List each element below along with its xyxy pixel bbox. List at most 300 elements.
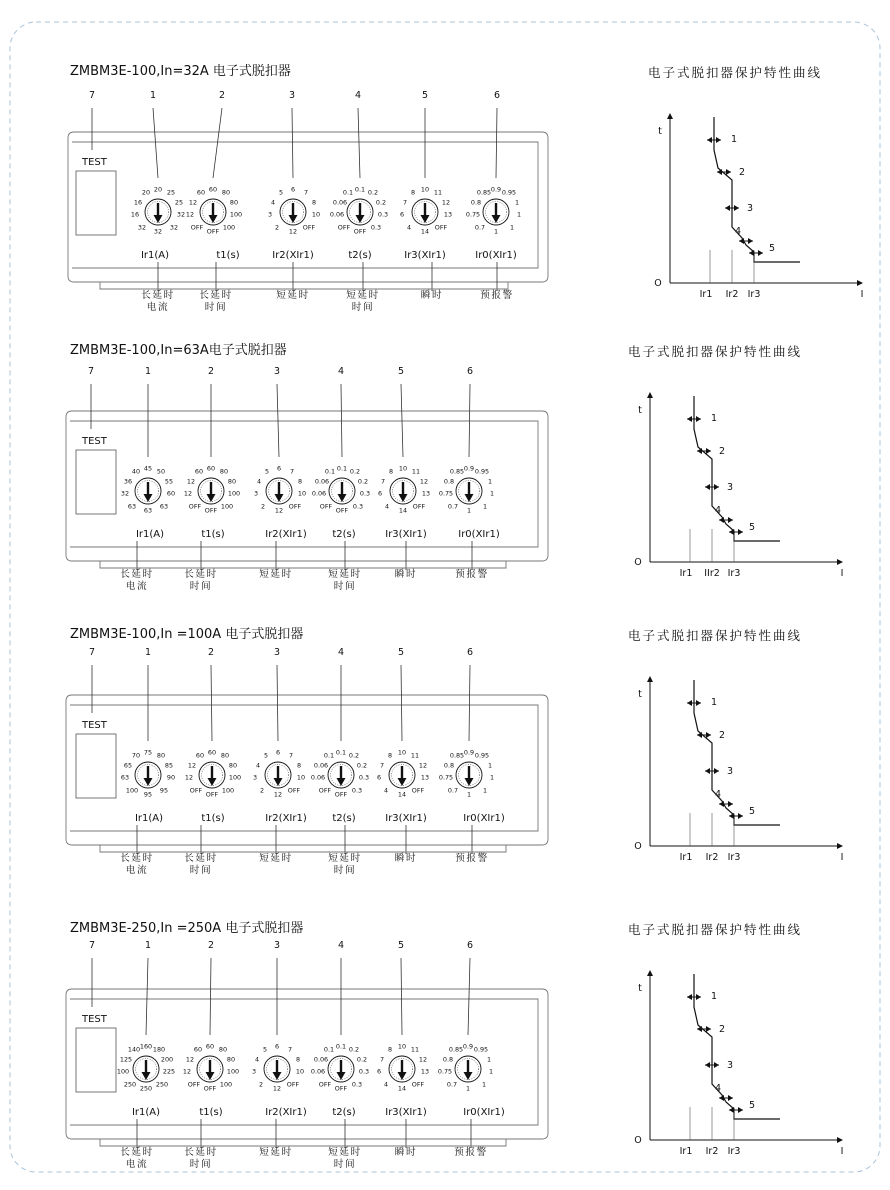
function-label: 预报警 [480, 290, 514, 301]
function-label: 瞬时 [394, 569, 418, 580]
function-label: 长延时 [120, 1147, 154, 1158]
dial-scale-value: 0.2 [348, 751, 360, 760]
panel-title: ZMBM3E-100,In=63A电子式脱扣器 [70, 343, 287, 358]
dial-scale-value: 14 [420, 227, 430, 236]
dial-scale-value: 0.1 [342, 188, 354, 197]
dial-scale-value: 1 [493, 227, 499, 236]
dial-scale-value: 10 [398, 464, 408, 473]
dial-scale-value: OFF [334, 1084, 348, 1093]
dial-label: t2(s) [332, 813, 356, 824]
dial-scale-value: 60 [195, 751, 205, 760]
dial-scale-value: 6 [377, 489, 383, 498]
dial-scale-value: 0.1 [324, 467, 336, 476]
dial-scale-value: 1 [487, 477, 493, 486]
dial-scale-value: 4 [383, 786, 389, 795]
dial-scale-value: 0.2 [367, 188, 379, 197]
dial-scale-value: OFF [353, 227, 367, 236]
dial-scale-value: 1 [486, 1055, 492, 1064]
dial-6 [466, 108, 521, 301]
dial-scale-value: 0.2 [375, 198, 387, 207]
panel-title: ZMBM3E-100,In =100A 电子式脱扣器 [70, 627, 304, 642]
dial-scale-value: 7 [379, 1055, 385, 1064]
dial-scale-value: 63 [159, 502, 169, 511]
dial-scale-value: 80 [228, 761, 238, 770]
function-label: 电流 [146, 302, 170, 313]
module-number: 7 [87, 366, 95, 377]
module-number: 3 [273, 366, 281, 377]
dial-1 [117, 958, 175, 1170]
dial-scale-value: 32 [153, 227, 163, 236]
dial-scale-value: 0.1 [336, 464, 348, 473]
dial-scale-value: 7 [380, 477, 386, 486]
dial-scale-value: 12 [418, 1055, 428, 1064]
dial-scale-value: 2 [259, 786, 265, 795]
dial-scale-value: 2 [260, 502, 266, 511]
dial-scale-value: 1 [514, 198, 520, 207]
function-label: 时间 [351, 302, 375, 313]
dial-scale-value: 14 [397, 790, 407, 799]
dial-label: Ir1(A) [135, 529, 165, 540]
dial-scale-value: 225 [162, 1067, 176, 1076]
curve-marker-label: 2 [718, 730, 726, 741]
dial-scale-value: OFF [318, 1080, 332, 1089]
dial-scale-value: 0.75 [437, 1067, 453, 1076]
curve-tick-label: Ir2 [725, 289, 739, 300]
dial-scale-value: 0.06 [310, 1067, 326, 1076]
dial-scale-value: 12 [272, 1084, 282, 1093]
dial-label: t2(s) [348, 250, 372, 261]
module-number: 5 [421, 90, 429, 101]
dial-scale-value: 85 [164, 761, 174, 770]
dial-scale-value: 32 [120, 489, 130, 498]
dial-scale-value: 6 [275, 748, 281, 757]
curve-marker-label: 5 [768, 243, 776, 254]
curve-title: 电子式脱扣器保护特性曲线 [627, 344, 803, 359]
dial-scale-value: 20 [141, 188, 151, 197]
dial-scale-value: 0.7 [474, 223, 486, 232]
curve-tick-label: Ir1 [679, 568, 693, 579]
dial-scale-value: 0.8 [443, 761, 455, 770]
dial-label: Ir1(A) [140, 250, 170, 261]
panel-title: ZMBM3E-100,In=32A 电子式脱扣器 [70, 64, 291, 79]
leader-line [210, 958, 211, 1035]
dial-label: Ir3(XIr1) [385, 1107, 427, 1118]
function-label: 瞬时 [394, 1147, 418, 1158]
dial-scale-value: 0.3 [377, 210, 389, 219]
dial-scale-value: 13 [420, 773, 430, 782]
function-label: 预报警 [455, 569, 489, 580]
dial-scale-value: 16 [133, 198, 143, 207]
dial-scale-value: 0.06 [311, 489, 327, 498]
dial-scale-value: 100 [220, 502, 234, 511]
dial-scale-value: 4 [383, 1080, 389, 1089]
function-label: 短延时 [259, 569, 293, 580]
dial-scale-value: 7 [289, 467, 295, 476]
dial-scale-value: 100 [221, 786, 235, 795]
dial-scale-value: 180 [152, 1045, 166, 1054]
dial-scale-value: 3 [252, 773, 258, 782]
i-axis-label: I [860, 289, 864, 300]
dial-scale-value: 95 [159, 786, 169, 795]
dial-scale-value: 8 [311, 198, 317, 207]
origin-label: O [634, 841, 642, 852]
dial-scale-value: OFF [319, 502, 333, 511]
dial-scale-value: 60 [196, 188, 206, 197]
dial-2 [184, 665, 241, 876]
dial-scale-value: 45 [143, 464, 153, 473]
dial-scale-value: 40 [131, 467, 141, 476]
panel-1 [68, 63, 863, 313]
test-button [76, 734, 116, 798]
curve-marker-label: 3 [726, 1060, 734, 1071]
frame-bracket [100, 282, 508, 289]
leader-line [496, 108, 497, 178]
dial-scale-value: OFF [334, 790, 348, 799]
dial-scale-value: 0.2 [356, 761, 368, 770]
dial-scale-value: 6 [376, 1067, 382, 1076]
dial-scale-value: 12 [288, 227, 298, 236]
dial-scale-value: 1 [487, 761, 493, 770]
module-number: 2 [207, 940, 215, 951]
dial-scale-value: 0.3 [358, 773, 370, 782]
dial-scale-value: 60 [206, 464, 216, 473]
dial-scale-value: 100 [125, 786, 139, 795]
dial-scale-value: 8 [387, 751, 393, 760]
dial-scale-value: 7 [303, 188, 309, 197]
test-button [76, 1028, 116, 1092]
dial-scale-value: 8 [295, 1055, 301, 1064]
dial-scale-value: 10 [397, 1042, 407, 1051]
dial-scale-value: 0.3 [351, 786, 363, 795]
dial-5 [378, 384, 430, 580]
dial-scale-value: 100 [222, 223, 236, 232]
function-label: 长延时 [184, 569, 218, 580]
dial-scale-value: 16 [130, 210, 140, 219]
dial-label: Ir2(XIr1) [265, 529, 307, 540]
dial-scale-value: 8 [296, 761, 302, 770]
leader-line [213, 108, 222, 178]
dial-scale-value: 0.9 [463, 464, 475, 473]
dial-scale-value: 3 [253, 489, 259, 498]
function-label: 短延时 [328, 1147, 362, 1158]
function-label: 长延时 [120, 569, 154, 580]
module-number: 1 [144, 366, 152, 377]
module-number: 5 [397, 366, 405, 377]
leader-line [292, 108, 293, 178]
dial-scale-value: 0.1 [323, 751, 335, 760]
dial-scale-value: 1 [509, 223, 515, 232]
dial-scale-value: 80 [220, 751, 230, 760]
module-number: 1 [144, 647, 152, 658]
origin-label: O [634, 557, 642, 568]
dial-scale-value: 4 [406, 223, 412, 232]
module-number: 4 [337, 940, 345, 951]
dial-scale-value: 12 [184, 773, 194, 782]
dial-5 [400, 108, 452, 301]
dial-scale-value: 1 [516, 210, 522, 219]
curve-marker-label: 1 [710, 697, 718, 708]
dial-label: t1(s) [199, 1107, 223, 1118]
protection-curve [648, 65, 863, 300]
dial-scale-value: 12 [186, 477, 196, 486]
dial-scale-value: 0.06 [310, 773, 326, 782]
dial-scale-value: 63 [120, 773, 130, 782]
dial-scale-value: OFF [189, 786, 203, 795]
dial-label: Ir0(XIr1) [458, 529, 500, 540]
dial-scale-value: 7 [288, 751, 294, 760]
dial-scale-value: 0.7 [447, 502, 459, 511]
dial-scale-value: OFF [337, 223, 351, 232]
dial-scale-value: 8 [410, 188, 416, 197]
function-label: 短延时 [328, 569, 362, 580]
test-label: TEST [82, 157, 107, 168]
dial-scale-value: 250 [123, 1080, 137, 1089]
curve-title: 电子式脱扣器保护特性曲线 [627, 922, 803, 937]
dial-scale-value: 100 [226, 1067, 240, 1076]
dial-scale-value: 4 [254, 1055, 260, 1064]
dial-scale-value: 14 [397, 1084, 407, 1093]
curve-marker-label: 5 [748, 522, 756, 533]
dial-scale-value: 70 [131, 751, 141, 760]
dial-scale-value: 25 [166, 188, 176, 197]
dial-label: Ir0(XIr1) [475, 250, 517, 261]
dial-scale-value: 0.2 [357, 477, 369, 486]
dial-scale-value: 1 [489, 773, 495, 782]
dial-scale-value: 0.1 [354, 185, 366, 194]
dial-scale-value: 125 [119, 1055, 133, 1064]
protection-curve [628, 922, 843, 1157]
leader-line [469, 665, 470, 741]
test-label: TEST [82, 720, 107, 731]
dial-scale-value: 100 [228, 773, 242, 782]
dial-scale-value: 7 [379, 761, 385, 770]
dial-scale-value: 12 [441, 198, 451, 207]
curve-marker-label: 3 [746, 203, 754, 214]
dial-scale-value: OFF [188, 502, 202, 511]
leader-line [341, 384, 342, 457]
curve-tick-label: Ir1 [679, 1146, 693, 1157]
t-axis-label: t [638, 405, 642, 416]
curve-title: 电子式脱扣器保护特性曲线 [627, 628, 803, 643]
dial-scale-value: OFF [318, 786, 332, 795]
dial-scale-value: 7 [402, 198, 408, 207]
trip-curve [694, 974, 780, 1119]
dial-scale-value: 0.06 [314, 477, 330, 486]
function-label: 长延时 [184, 1147, 218, 1158]
dial-scale-value: 50 [156, 467, 166, 476]
function-label: 电流 [125, 1159, 149, 1170]
t-axis-label: t [638, 689, 642, 700]
dial-label: Ir0(XIr1) [463, 1107, 505, 1118]
dial-scale-value: 60 [193, 1045, 203, 1054]
dial-scale-value: 8 [388, 467, 394, 476]
dial-scale-value: 6 [376, 773, 382, 782]
dial-scale-value: 1 [482, 786, 488, 795]
dial-scale-value: 0.1 [323, 1045, 335, 1054]
leader-line [358, 108, 360, 178]
dial-scale-value: OFF [434, 223, 448, 232]
dial-scale-value: 0.3 [358, 1067, 370, 1076]
outer-dashed-border [10, 22, 880, 1172]
dial-label: Ir2(XIr1) [265, 1107, 307, 1118]
origin-label: O [634, 1135, 642, 1146]
dial-scale-value: 60 [208, 185, 218, 194]
dial-scale-value: 36 [123, 477, 133, 486]
dial-scale-value: 12 [187, 761, 197, 770]
dial-label: Ir3(XIr1) [404, 250, 446, 261]
dial-scale-value: 12 [419, 477, 429, 486]
dial-scale-value: 10 [296, 773, 306, 782]
module-number: 5 [397, 647, 405, 658]
dial-scale-value: 0.1 [335, 748, 347, 757]
test-button [76, 171, 116, 235]
module-number: 2 [207, 647, 215, 658]
dial-scale-value: 0.85 [476, 188, 492, 197]
dial-scale-value: 11 [410, 1045, 420, 1054]
dial-scale-value: 90 [166, 773, 176, 782]
dial-3 [254, 384, 307, 580]
dial-scale-value: OFF [187, 1080, 201, 1089]
function-label: 时间 [189, 581, 213, 592]
panel-title: ZMBM3E-250,In =250A 电子式脱扣器 [70, 921, 304, 936]
dial-scale-value: OFF [412, 502, 426, 511]
dial-label: Ir3(XIr1) [385, 813, 427, 824]
dial-scale-value: 0.1 [335, 1042, 347, 1051]
dial-scale-value: 12 [185, 1055, 195, 1064]
dial-2 [183, 958, 239, 1170]
dial-3 [268, 108, 320, 301]
module-number: 6 [466, 940, 474, 951]
module-number: 6 [466, 366, 474, 377]
function-label: 电流 [125, 865, 149, 876]
curve-title: 电子式脱扣器保护特性曲线 [647, 65, 823, 80]
origin-label: O [654, 278, 662, 289]
function-label: 长延时 [199, 290, 233, 301]
function-label: 时间 [204, 302, 228, 313]
function-label: 瞬时 [420, 290, 444, 301]
dial-scale-value: 0.7 [447, 786, 459, 795]
function-label: 瞬时 [394, 853, 418, 864]
dial-6 [439, 384, 500, 580]
i-axis-label: I [840, 568, 844, 579]
dial-scale-value: 0.06 [332, 198, 348, 207]
dial-scale-value: 63 [143, 506, 153, 515]
panel-2 [66, 342, 843, 592]
dial-label: t2(s) [332, 529, 356, 540]
dial-scale-value: 65 [123, 761, 133, 770]
leader-line [146, 958, 148, 1035]
dial-4 [311, 665, 369, 876]
dial-scale-value: 0.9 [490, 185, 502, 194]
test-label: TEST [82, 1014, 107, 1025]
i-axis-label: I [840, 1146, 844, 1157]
dial-scale-value: 6 [274, 1042, 280, 1051]
dial-scale-value: OFF [204, 506, 218, 515]
dial-scale-value: 100 [116, 1067, 130, 1076]
dial-scale-value: 10 [397, 748, 407, 757]
function-label: 时间 [333, 865, 357, 876]
dial-scale-value: 3 [267, 210, 273, 219]
function-label: 短延时 [259, 853, 293, 864]
dial-scale-value: 13 [421, 489, 431, 498]
dial-4 [311, 958, 369, 1170]
dial-scale-value: 14 [398, 506, 408, 515]
protection-curve [628, 344, 843, 579]
function-label: 短延时 [346, 290, 380, 301]
dial-scale-value: 1 [489, 489, 495, 498]
curve-marker-label: 1 [710, 991, 718, 1002]
curve-marker-label: 3 [726, 482, 734, 493]
dial-scale-value: 2 [258, 1080, 264, 1089]
dial-scale-value: 12 [185, 210, 195, 219]
dial-scale-value: OFF [206, 227, 220, 236]
function-label: 时间 [189, 1159, 213, 1170]
test-button [76, 450, 116, 514]
dial-label: t1(s) [201, 529, 225, 540]
i-axis-label: I [840, 852, 844, 863]
dial-scale-value: 11 [411, 467, 421, 476]
module-number: 6 [466, 647, 474, 658]
function-label: 长延时 [120, 853, 154, 864]
module-number: 3 [273, 940, 281, 951]
function-label: 短延时 [328, 853, 362, 864]
dial-scale-value: 4 [255, 761, 261, 770]
curve-marker-label: 2 [718, 446, 726, 457]
trip-curve [694, 396, 780, 541]
dial-scale-value: 80 [221, 188, 231, 197]
dial-scale-value: 100 [227, 489, 241, 498]
dial-scale-value: 0.2 [356, 1055, 368, 1064]
module-number: 5 [397, 940, 405, 951]
dial-scale-value: 5 [278, 188, 284, 197]
curve-marker-label: 1 [710, 413, 718, 424]
curve-tick-label: IIr2 [704, 568, 720, 579]
dial-scale-value: 0.95 [501, 188, 517, 197]
dial-label: Ir2(XIr1) [265, 813, 307, 824]
frame-bracket [100, 561, 506, 568]
dial-scale-value: 10 [295, 1067, 305, 1076]
panels-layer [66, 63, 863, 1170]
dial-scale-value: 7 [287, 1045, 293, 1054]
dial-scale-value: 55 [164, 477, 174, 486]
curve-marker-label: 5 [748, 806, 756, 817]
curve-tick-label: Ir1 [679, 852, 693, 863]
dial-scale-value: 13 [443, 210, 453, 219]
curve-tick-label: Ir3 [727, 852, 741, 863]
dial-scale-value: 0.3 [359, 489, 371, 498]
curve-tick-label: Ir3 [727, 568, 741, 579]
dial-scale-value: 0.3 [370, 223, 382, 232]
leader-line [401, 958, 402, 1035]
dial-scale-value: OFF [335, 506, 349, 515]
dial-scale-value: 0.8 [443, 477, 455, 486]
module-number: 7 [88, 90, 96, 101]
dial-label: Ir3(XIr1) [385, 529, 427, 540]
curve-marker-label: 4 [714, 1083, 722, 1094]
function-label: 长延时 [184, 853, 218, 864]
dial-scale-value: 0.85 [448, 1045, 464, 1054]
dial-scale-value: OFF [190, 223, 204, 232]
dial-scale-value: 0.75 [465, 210, 481, 219]
dial-scale-value: 11 [410, 751, 420, 760]
dial-scale-value: 0.06 [329, 210, 345, 219]
dial-scale-value: 0.75 [438, 489, 454, 498]
dial-scale-value: 0.75 [438, 773, 454, 782]
dial-scale-value: 1 [481, 1080, 487, 1089]
module-number: 7 [88, 647, 96, 658]
dial-scale-value: 4 [270, 198, 276, 207]
dial-scale-value: 0.06 [313, 761, 329, 770]
